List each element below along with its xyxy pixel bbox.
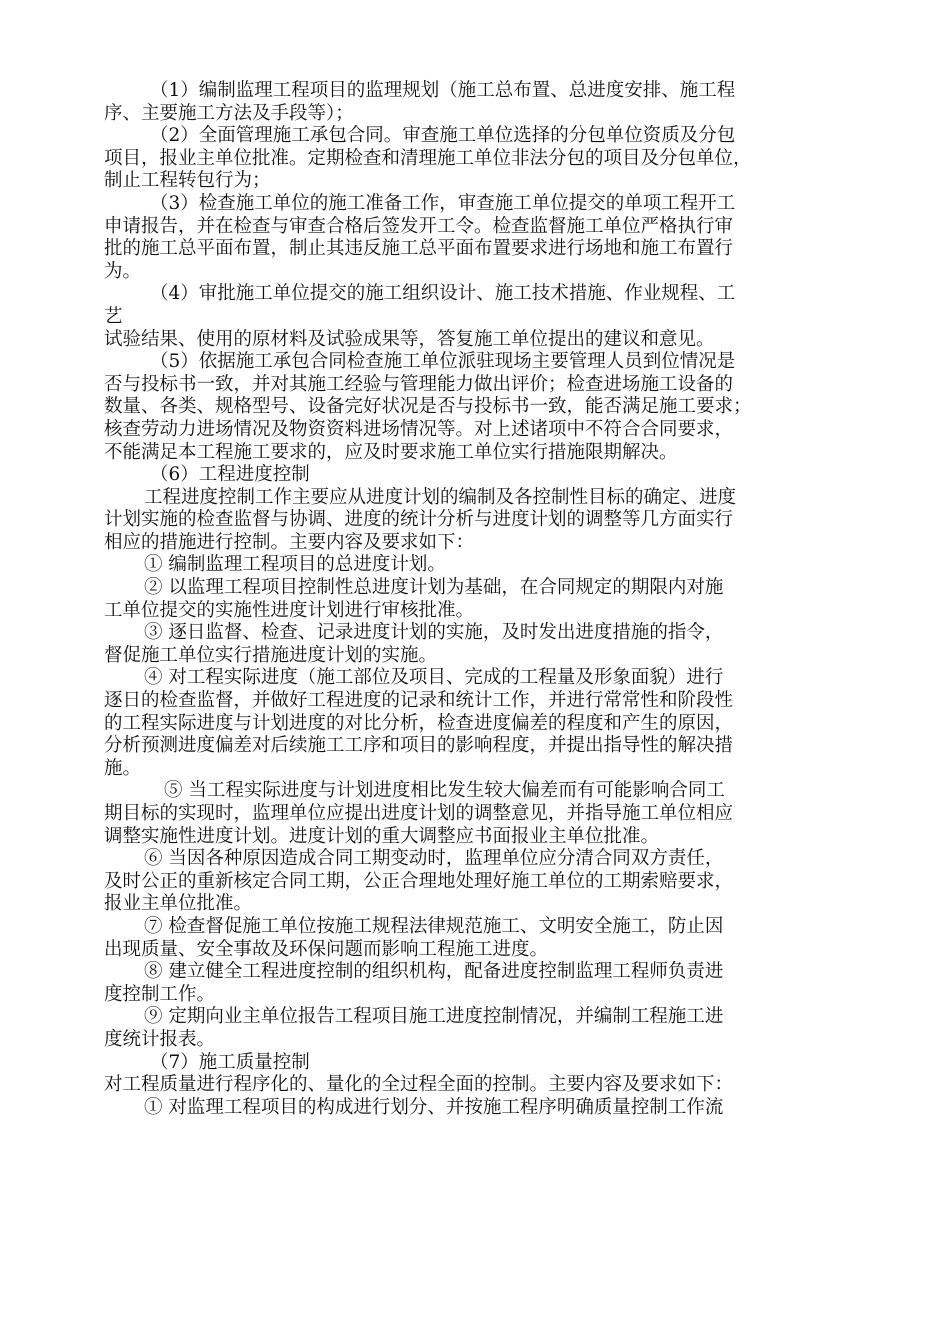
text-line: 申请报告，并在检查与审查合格后签发开工令。检查监督施工单位严格执行审 xyxy=(104,215,734,237)
text-line: 序、主要施工方法及手段等）； xyxy=(104,102,354,124)
text-line: （6）工程进度控制 xyxy=(150,464,310,486)
text-line: ⑧ 建立健全工程进度控制的组织机构，配备进度控制监理工程师负责进 xyxy=(144,961,724,983)
text-line: ③ 逐日监督、检查、记录进度计划的实施，及时发出进度措施的指令， xyxy=(144,622,724,644)
text-line: （7）施工质量控制 xyxy=(150,1051,310,1073)
text-line: 报业主单位批准。 xyxy=(104,893,253,915)
text-line: 批的施工总平面布置，制止其违反施工总平面布置要求进行场地和施工布置行 xyxy=(104,238,734,260)
text-line: 工单位提交的实施性进度计划进行审核批准。 xyxy=(104,599,475,621)
text-line: 度控制工作。 xyxy=(104,983,216,1005)
text-line: ① 对监理工程项目的构成进行划分、并按施工程序明确质量控制工作流 xyxy=(144,1096,724,1118)
text-line: （3）检查施工单位的施工准备工作，审查施工单位提交的单项工程开工 xyxy=(150,192,736,214)
text-line: 否与投标书一致，并对其施工经验与管理能力做出评价；检查进场施工设备的 xyxy=(104,373,734,395)
text-line: 项目，报业主单位批准。定期检查和清理施工单位非法分包的项目及分包单位， xyxy=(104,147,752,169)
document-body xyxy=(104,80,864,1119)
text-line: （1）编制监理工程项目的监理规划（施工总布置、总进度安排、施工程 xyxy=(150,80,736,101)
text-line: 试验结果、使用的原材料及试验成果等，答复施工单位提出的建议和意见。 xyxy=(104,328,715,350)
text-line: ⑤ 当工程实际进度与计划进度相比发生较大偏差而有可能影响合同工 xyxy=(164,780,725,802)
text-line: 核查劳动力进场情况及物资资料进场情况等。对上述诸项中不符合合同要求， xyxy=(104,418,734,440)
text-line: （5）依据施工承包合同检查施工单位派驻现场主要管理人员到位情况是 xyxy=(150,351,736,373)
text-line: 分析预测进度偏差对后续施工工序和项目的影响程度，并提出指导性的解决措 xyxy=(104,735,734,757)
text-line: （2）全面管理施工承包合同。审查施工单位选择的分包单位资质及分包 xyxy=(150,125,736,147)
text-line: 工程进度控制工作主要应从进度计划的编制及各控制性目标的确定、进度 xyxy=(144,486,737,508)
text-line: ⑦ 检查督促施工单位按施工规程法律规范施工、文明安全施工，防止因 xyxy=(144,915,724,937)
text-line: （4）审批施工单位提交的施工组织设计、施工技术措施、作业规程、工 xyxy=(150,283,736,305)
text-line: 的工程实际进度与计划进度的对比分析，检查进度偏差的程度和产生的原因， xyxy=(104,712,734,734)
text-line: 对工程质量进行程序化的、量化的全过程全面的控制。主要内容及要求如下： xyxy=(104,1074,734,1096)
text-line: 施。 xyxy=(104,757,142,779)
text-line: 计划实施的检查监督与协调、进度的统计分析与进度计划的调整等几方面实行 xyxy=(104,509,734,531)
text-line: ① 编制监理工程项目的总进度计划。 xyxy=(144,554,446,576)
text-line: 为。 xyxy=(104,260,142,282)
text-line: 出现质量、安全事故及环保问题而影响工程施工进度。 xyxy=(104,938,549,960)
text-line: 相应的措施进行控制。主要内容及要求如下： xyxy=(104,531,475,553)
text-line: ② 以监理工程项目控制性总进度计划为基础，在合同规定的期限内对施 xyxy=(144,577,724,599)
text-line: 督促施工单位实行措施进度计划的实施。 xyxy=(104,644,438,666)
text-line: 度统计报表。 xyxy=(104,1028,216,1050)
text-line: ⑨ 定期向业主单位报告工程项目施工进度控制情况，并编制工程施工进 xyxy=(144,1006,724,1028)
text-line: 制止工程转包行为； xyxy=(104,170,271,192)
text-line: 数量、各类、规格型号、设备完好状况是否与投标书一致，能否满足施工要求； xyxy=(104,396,752,418)
text-line: 艺 xyxy=(104,305,123,327)
text-line: ④ 对工程实际进度（施工部位及项目、完成的工程量及形象面貌）进行 xyxy=(144,667,724,689)
text-line: 逐日的检查监督，并做好工程进度的记录和统计工作，并进行常常性和阶段性 xyxy=(104,690,734,712)
text-line: 期目标的实现时，监理单位应提出进度计划的调整意见，并指导施工单位相应 xyxy=(104,803,734,824)
text-line: 及时公正的重新核定合同工期，公正合理地处理好施工单位的工期索赔要求， xyxy=(104,870,734,892)
text-line: 不能满足本工程施工要求的，应及时要求施工单位实行措施限期解决。 xyxy=(104,441,678,463)
text-line: 调整实施性进度计划。进度计划的重大调整应书面报业主单位批准。 xyxy=(104,825,660,847)
text-line: ⑥ 当因各种原因造成合同工期变动时，监理单位应分清合同双方责任， xyxy=(144,848,724,870)
